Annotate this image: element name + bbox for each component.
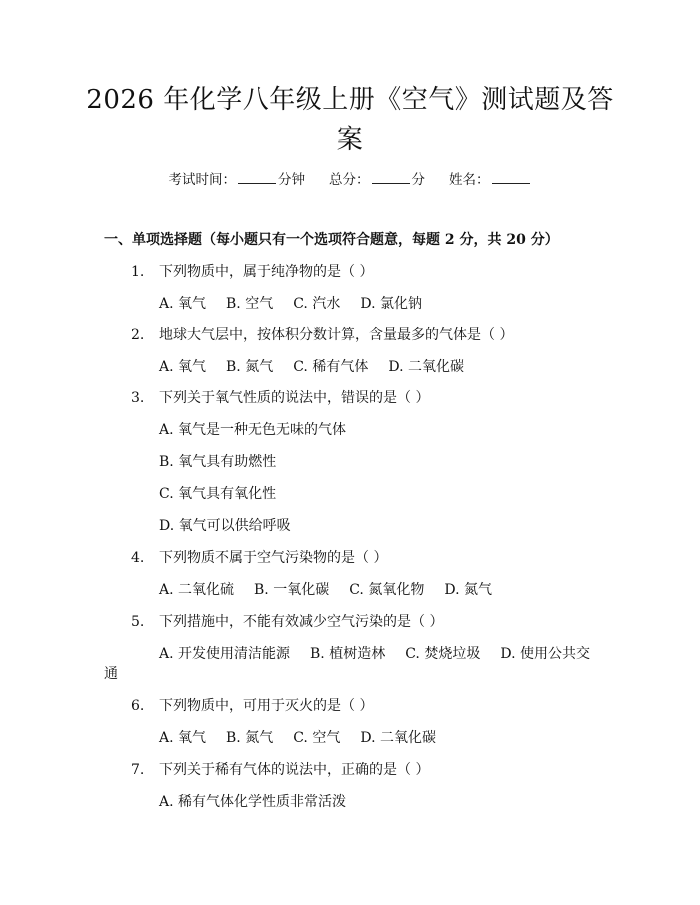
option[interactable]: D. 二氧化碳 [360,730,436,746]
options-row [159,294,422,314]
name-label: 姓名： [449,172,490,188]
option[interactable]: D. 二氧化碳 [388,359,464,375]
score-label: 总分： [329,172,370,188]
option[interactable]: A. 稀有气体化学性质非常活泼 [159,794,347,810]
option[interactable]: C. 汽水 [293,296,341,312]
time-blank[interactable] [238,171,276,184]
option[interactable]: B. 氮气 [226,730,274,746]
question-number: 6. [131,698,145,714]
option[interactable]: D. 氯化钠 [360,296,422,312]
score-blank[interactable] [372,171,410,184]
question-text: 下列关于氧气性质的说法中，错误的是（ ） [159,390,430,406]
option[interactable]: D. 使用公共交 [500,646,590,662]
question-number: 7. [131,762,145,778]
option[interactable]: B. 空气 [226,296,274,312]
option[interactable]: B. 植树造林 [310,646,386,662]
section-header: 一、单项选择题（每小题只有一个选项符合题意，每题 2 分，共 20 分） [104,232,559,248]
name-blank[interactable] [492,171,530,184]
option[interactable]: C. 稀有气体 [293,359,369,375]
question-number: 3. [131,390,145,406]
option[interactable]: A. 氧气 [159,730,207,746]
option[interactable]: A. 氧气 [159,359,207,375]
option[interactable]: A. 氧气是一种无色无味的气体 [159,422,347,438]
time-label: 考试时间： [168,172,236,188]
option[interactable]: B. 氮气 [226,359,274,375]
question-text: 下列物质中，可用于灭火的是（ ） [159,698,374,714]
options-row [159,728,436,748]
option[interactable]: A. 氧气 [159,296,207,312]
title-line-2: 案 [336,125,364,155]
question-text: 下列关于稀有气体的说法中，正确的是（ ） [159,762,430,778]
option[interactable]: C. 空气 [293,730,341,746]
option[interactable]: C. 焚烧垃圾 [405,646,481,662]
question-text: 地球大气层中，按体积分数计算，含量最多的气体是（ ） [159,327,514,343]
option[interactable]: D. 氧气可以供给呼吸 [159,518,291,534]
score-unit: 分 [411,172,425,188]
question-number: 2. [131,327,145,343]
option-wrap-tail: 通 [104,666,118,682]
question-text: 下列物质中，属于纯净物的是（ ） [159,264,374,280]
time-unit: 分钟 [278,172,305,188]
option[interactable]: D. 氮气 [444,582,492,598]
option[interactable]: A. 开发使用清洁能源 [159,646,291,662]
question-text: 下列措施中，不能有效减少空气污染的是（ ） [159,614,444,630]
exam-meta [0,170,700,190]
question-number: 5. [131,614,145,630]
question-number: 1. [131,264,145,280]
question-number: 4. [131,550,145,566]
option[interactable]: B. 氧气具有助燃性 [159,454,277,470]
question-text: 下列物质不属于空气污染物的是（ ） [159,550,388,566]
options-row [159,644,590,664]
options-row [159,580,492,600]
option[interactable]: C. 氧气具有氧化性 [159,486,277,502]
option[interactable]: B. 一氧化碳 [254,582,330,598]
document-title [80,80,620,160]
title-line-1: 2026 年化学八年级上册《空气》测试题及答 [86,85,614,115]
option[interactable]: A. 二氧化硫 [159,582,235,598]
options-row [159,357,464,377]
option[interactable]: C. 氮氧化物 [349,582,425,598]
